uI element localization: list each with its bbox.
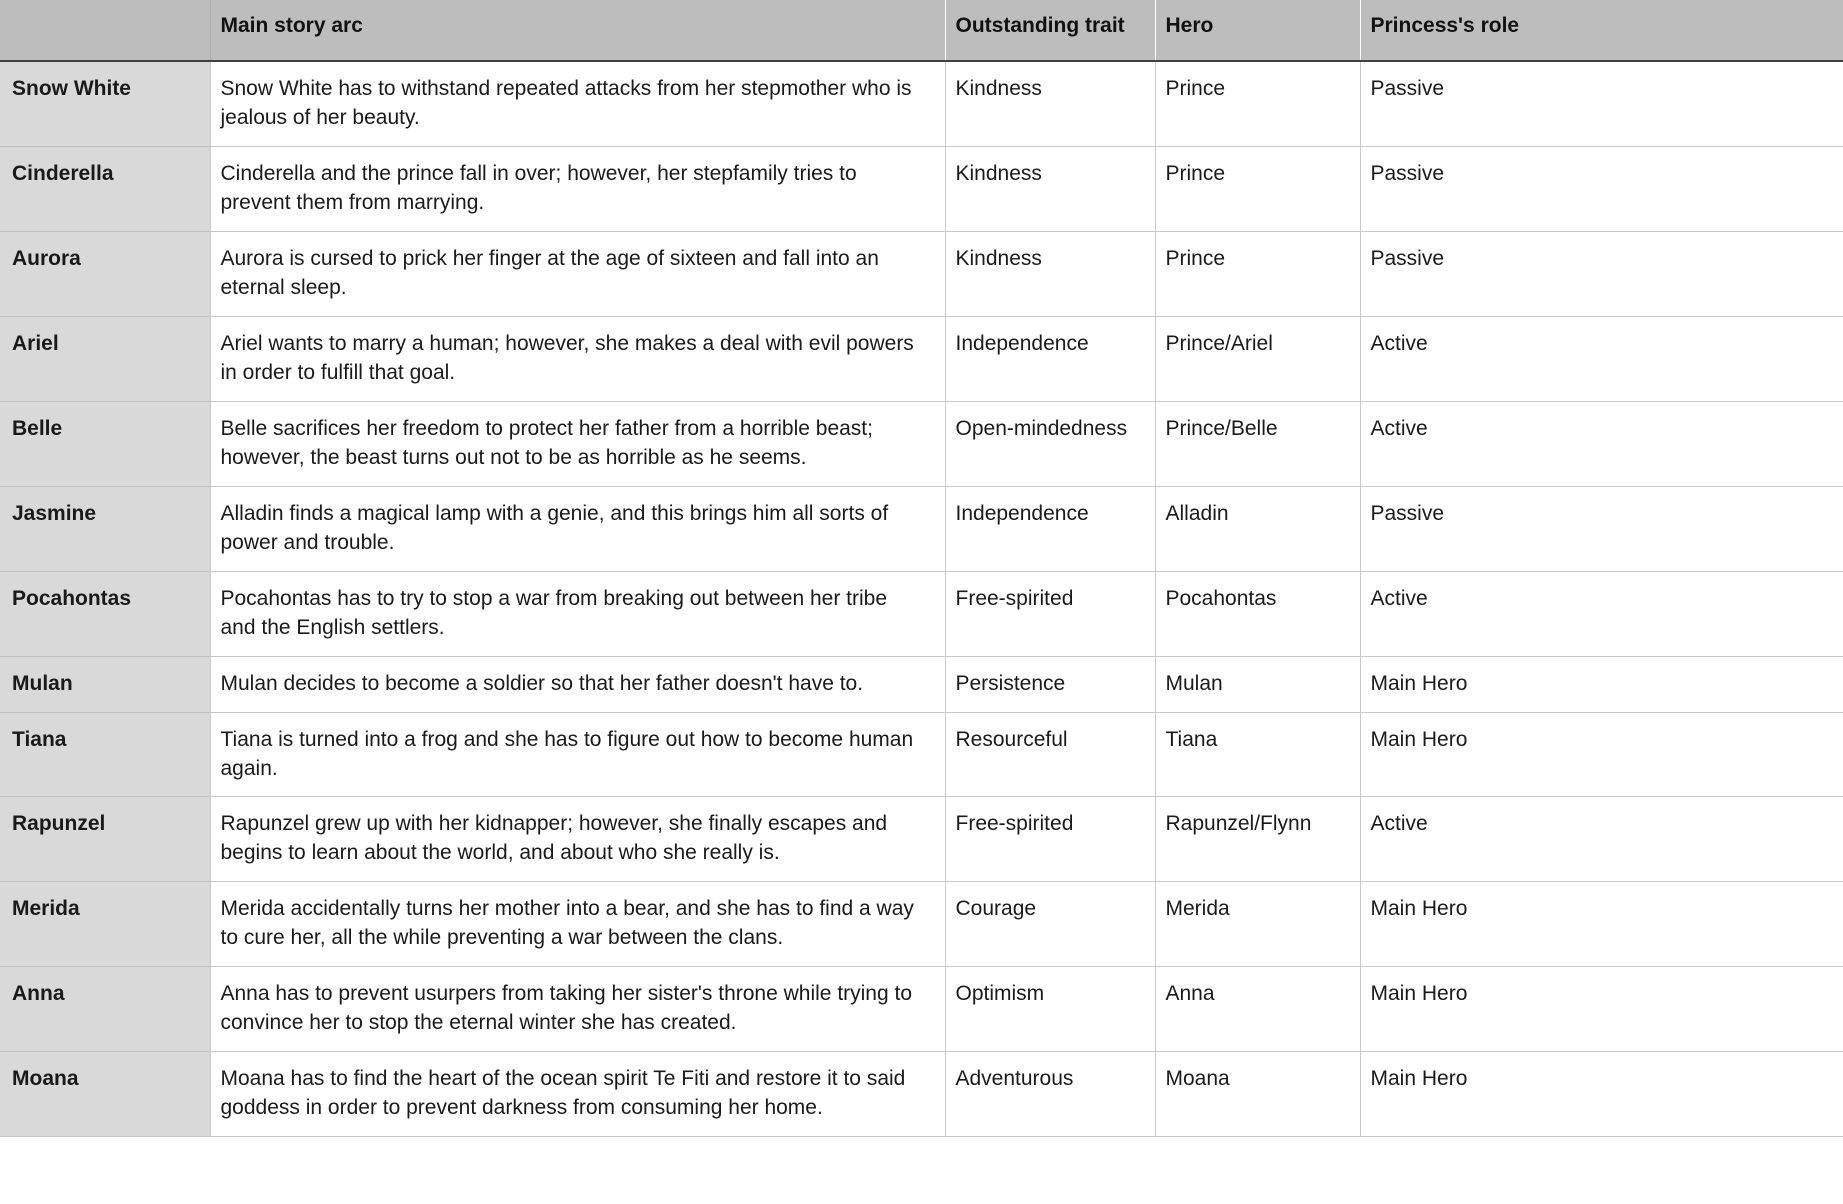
column-header-princess-role: Princess's role	[1360, 0, 1843, 61]
cell-main-story-arc: Snow White has to withstand repeated attacks from her stepmother who is jealous of her beauty.	[210, 61, 945, 146]
table-header	[0, 0, 1843, 61]
cell-princess-role: Passive	[1360, 61, 1843, 146]
cell-princess-name: Anna	[0, 967, 210, 1052]
table-body	[0, 61, 1843, 1137]
cell-main-story-arc: Ariel wants to marry a human; however, she makes a deal with evil powers in order to fulfill that goal.	[210, 316, 945, 401]
cell-princess-role: Main Hero	[1360, 882, 1843, 967]
cell-main-story-arc: Cinderella and the prince fall in over; however, her stepfamily tries to prevent them from marrying.	[210, 146, 945, 231]
cell-main-story-arc: Anna has to prevent usurpers from taking her sister's throne while trying to convince her to stop the eternal winter she has created.	[210, 967, 945, 1052]
cell-main-story-arc: Belle sacrifices her freedom to protect her father from a horrible beast; however, the beast turns out not to be as horrible as he seems.	[210, 401, 945, 486]
cell-hero: Tiana	[1155, 712, 1360, 797]
cell-princess-role: Main Hero	[1360, 967, 1843, 1052]
column-header-hero: Hero	[1155, 0, 1360, 61]
cell-main-story-arc: Rapunzel grew up with her kidnapper; however, she finally escapes and begins to learn about the world, and about who she really is.	[210, 797, 945, 882]
cell-hero: Anna	[1155, 967, 1360, 1052]
cell-hero: Merida	[1155, 882, 1360, 967]
cell-main-story-arc: Mulan decides to become a soldier so that her father doesn't have to.	[210, 656, 945, 712]
cell-main-story-arc: Pocahontas has to try to stop a war from breaking out between her tribe and the English settlers.	[210, 571, 945, 656]
cell-princess-name: Snow White	[0, 61, 210, 146]
table-row	[0, 401, 1843, 486]
table-row	[0, 656, 1843, 712]
cell-main-story-arc: Aurora is cursed to prick her finger at the age of sixteen and fall into an eternal sleep.	[210, 231, 945, 316]
cell-princess-role: Passive	[1360, 486, 1843, 571]
column-header-princess	[0, 0, 210, 61]
cell-princess-name: Jasmine	[0, 486, 210, 571]
cell-outstanding-trait: Open-mindedness	[945, 401, 1155, 486]
cell-princess-name: Cinderella	[0, 146, 210, 231]
cell-outstanding-trait: Kindness	[945, 61, 1155, 146]
cell-princess-name: Moana	[0, 1052, 210, 1137]
cell-outstanding-trait: Adventurous	[945, 1052, 1155, 1137]
cell-outstanding-trait: Persistence	[945, 656, 1155, 712]
table-row	[0, 571, 1843, 656]
cell-princess-name: Mulan	[0, 656, 210, 712]
column-header-main-story-arc: Main story arc	[210, 0, 945, 61]
cell-outstanding-trait: Kindness	[945, 146, 1155, 231]
cell-main-story-arc: Tiana is turned into a frog and she has to figure out how to become human again.	[210, 712, 945, 797]
cell-outstanding-trait: Independence	[945, 486, 1155, 571]
cell-outstanding-trait: Resourceful	[945, 712, 1155, 797]
cell-princess-name: Aurora	[0, 231, 210, 316]
cell-princess-name: Tiana	[0, 712, 210, 797]
table-row	[0, 316, 1843, 401]
table-row	[0, 882, 1843, 967]
table-row	[0, 797, 1843, 882]
table-row	[0, 146, 1843, 231]
table-row	[0, 1052, 1843, 1137]
cell-main-story-arc: Merida accidentally turns her mother into a bear, and she has to find a way to cure her, all the while preventing a war between the clans.	[210, 882, 945, 967]
cell-main-story-arc: Alladin finds a magical lamp with a genie, and this brings him all sorts of power and trouble.	[210, 486, 945, 571]
cell-princess-role: Active	[1360, 401, 1843, 486]
cell-princess-name: Ariel	[0, 316, 210, 401]
cell-outstanding-trait: Kindness	[945, 231, 1155, 316]
cell-hero: Prince/Belle	[1155, 401, 1360, 486]
cell-princess-name: Pocahontas	[0, 571, 210, 656]
cell-hero: Prince	[1155, 146, 1360, 231]
cell-hero: Alladin	[1155, 486, 1360, 571]
cell-princess-role: Passive	[1360, 146, 1843, 231]
table-row	[0, 61, 1843, 146]
cell-outstanding-trait: Free-spirited	[945, 571, 1155, 656]
cell-hero: Pocahontas	[1155, 571, 1360, 656]
cell-hero: Prince	[1155, 231, 1360, 316]
cell-outstanding-trait: Free-spirited	[945, 797, 1155, 882]
cell-princess-role: Main Hero	[1360, 656, 1843, 712]
cell-hero: Moana	[1155, 1052, 1360, 1137]
cell-princess-role: Active	[1360, 571, 1843, 656]
cell-outstanding-trait: Optimism	[945, 967, 1155, 1052]
cell-hero: Prince	[1155, 61, 1360, 146]
cell-princess-role: Main Hero	[1360, 712, 1843, 797]
cell-princess-role: Main Hero	[1360, 1052, 1843, 1137]
cell-hero: Mulan	[1155, 656, 1360, 712]
cell-princess-name: Merida	[0, 882, 210, 967]
table-row	[0, 231, 1843, 316]
cell-princess-role: Passive	[1360, 231, 1843, 316]
cell-hero: Rapunzel/Flynn	[1155, 797, 1360, 882]
table-row	[0, 486, 1843, 571]
cell-princess-role: Active	[1360, 797, 1843, 882]
header-row	[0, 0, 1843, 61]
cell-princess-role: Active	[1360, 316, 1843, 401]
cell-outstanding-trait: Courage	[945, 882, 1155, 967]
table-row	[0, 967, 1843, 1052]
cell-princess-name: Belle	[0, 401, 210, 486]
table-row	[0, 712, 1843, 797]
column-header-outstanding-trait: Outstanding trait	[945, 0, 1155, 61]
cell-hero: Prince/Ariel	[1155, 316, 1360, 401]
cell-outstanding-trait: Independence	[945, 316, 1155, 401]
cell-main-story-arc: Moana has to find the heart of the ocean spirit Te Fiti and restore it to said goddess in order to prevent darkness from consuming her home.	[210, 1052, 945, 1137]
cell-princess-name: Rapunzel	[0, 797, 210, 882]
